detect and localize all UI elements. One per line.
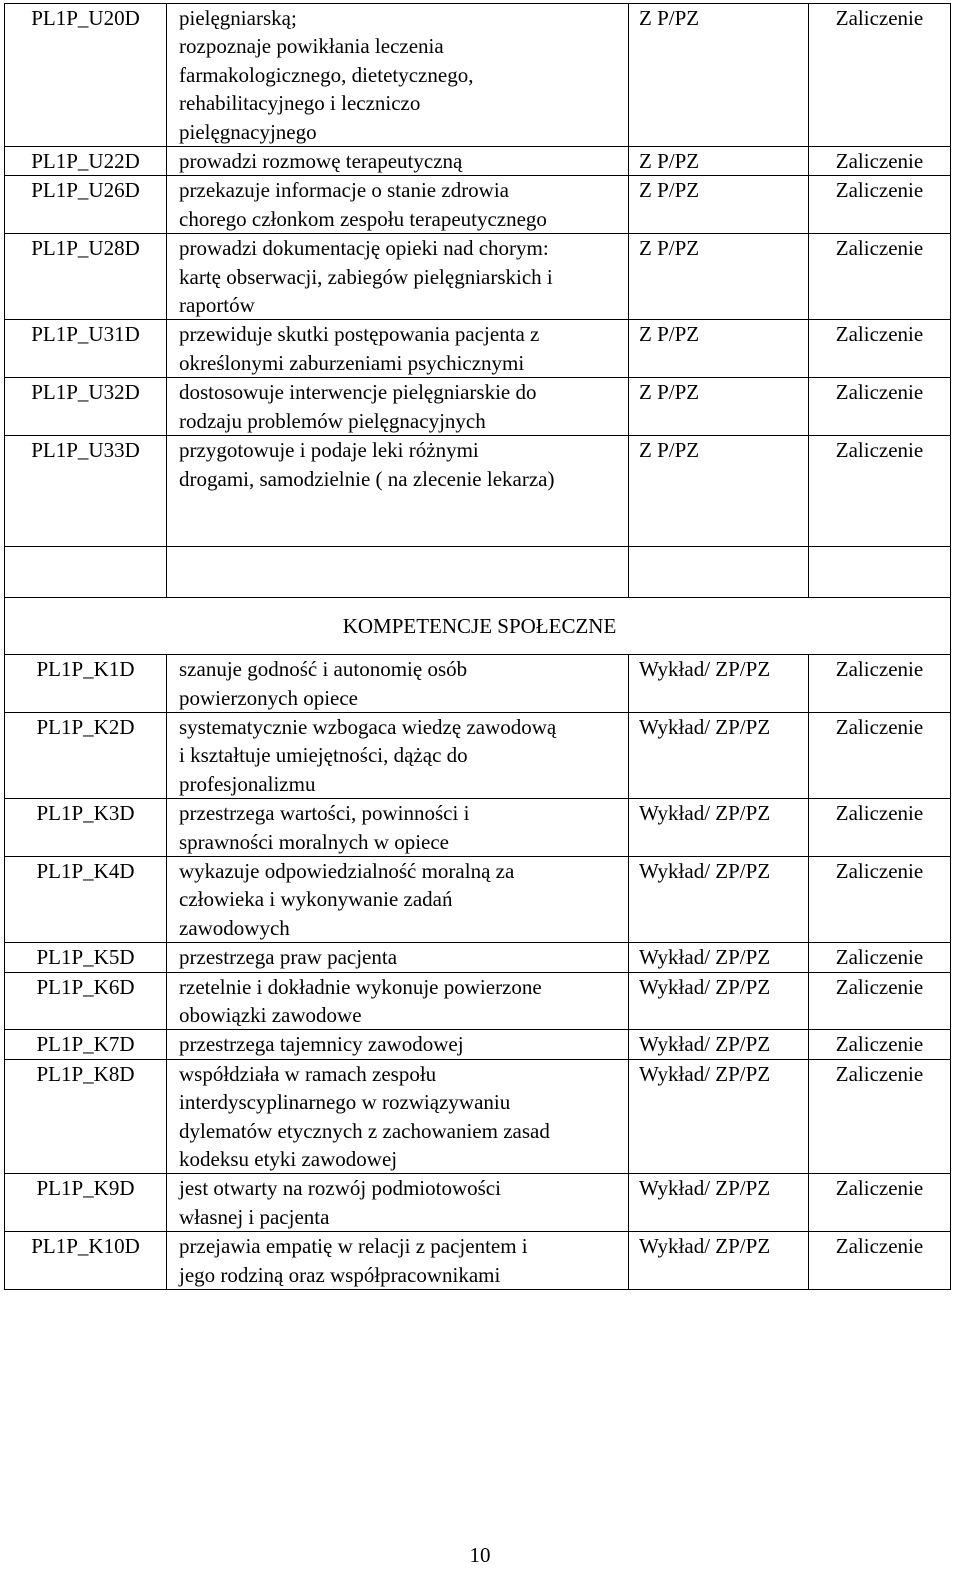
outcome-code: PL1P_K3D — [5, 799, 167, 857]
section-title: KOMPETENCJE SPOŁECZNE — [5, 598, 951, 655]
table-row — [5, 176, 951, 234]
teaching-form: Wykład/ ZP/PZ — [629, 655, 809, 713]
description-line: przestrzega tajemnicy zawodowej — [179, 1032, 464, 1057]
teaching-form: Z P/PZ — [629, 320, 809, 378]
outcome-description — [167, 1059, 629, 1174]
verification-method: Zaliczenie — [809, 436, 951, 547]
verification-method: Zaliczenie — [809, 378, 951, 436]
outcome-code: PL1P_K7D — [5, 1030, 167, 1059]
outcome-description — [167, 436, 629, 547]
description-line: przewiduje skutki postępowania pacjenta z — [179, 322, 540, 347]
empty-cell — [5, 547, 167, 598]
verification-method: Zaliczenie — [809, 972, 951, 1030]
description-line: prowadzi dokumentację opieki nad chorym: — [179, 236, 549, 261]
teaching-form: Wykład/ ZP/PZ — [629, 972, 809, 1030]
description-line: jego rodziną oraz współpracownikami — [179, 1262, 501, 1287]
description-line: przestrzega praw pacjenta — [179, 945, 398, 970]
description-line: dostosowuje interwencje pielęgniarskie do — [179, 380, 537, 405]
verification-method: Zaliczenie — [809, 1030, 951, 1059]
teaching-form: Wykład/ ZP/PZ — [629, 799, 809, 857]
description-line: obowiązki zawodowe — [179, 1002, 362, 1027]
empty-cell — [167, 547, 629, 598]
teaching-form: Z P/PZ — [629, 234, 809, 320]
description-line: rozpoznaje powikłania leczenia — [179, 34, 444, 59]
outcome-description — [167, 147, 629, 176]
table-row — [5, 234, 951, 320]
description-line: przejawia empatię w relacji z pacjentem i — [179, 1234, 528, 1259]
outcome-description — [167, 856, 629, 942]
table-row — [5, 378, 951, 436]
outcome-code: PL1P_K8D — [5, 1059, 167, 1174]
table-row — [5, 972, 951, 1030]
description-line: dylematów etycznych z zachowaniem zasad — [179, 1118, 550, 1143]
outcome-code: PL1P_U20D — [5, 4, 167, 147]
description-line: prowadzi rozmowę terapeutyczną — [179, 149, 463, 174]
description-line: przygotowuje i podaje leki różnymi — [179, 438, 479, 463]
table-row — [5, 655, 951, 713]
description-line: określonymi zaburzeniami psychicznymi — [179, 350, 525, 375]
outcome-code: PL1P_U22D — [5, 147, 167, 176]
teaching-form: Wykład/ ZP/PZ — [629, 712, 809, 798]
teaching-form: Z P/PZ — [629, 436, 809, 547]
table-row — [5, 856, 951, 942]
description-line: rodzaju problemów pielęgnacyjnych — [179, 408, 486, 433]
description-line: farmakologicznego, dietetycznego, — [179, 62, 474, 87]
section-separator — [5, 547, 951, 655]
outcome-description — [167, 655, 629, 713]
description-line: człowieka i wykonywanie zadań — [179, 887, 453, 912]
verification-method: Zaliczenie — [809, 1232, 951, 1290]
table-row — [5, 147, 951, 176]
outcome-description — [167, 320, 629, 378]
outcome-code: PL1P_K2D — [5, 712, 167, 798]
section-header-row — [5, 598, 951, 655]
description-line: współdziała w ramach zespołu — [179, 1061, 437, 1086]
outcome-code: PL1P_U31D — [5, 320, 167, 378]
verification-method: Zaliczenie — [809, 4, 951, 147]
teaching-form: Z P/PZ — [629, 176, 809, 234]
description-line: pielęgnacyjnego — [179, 119, 317, 144]
verification-method: Zaliczenie — [809, 799, 951, 857]
outcome-description — [167, 4, 629, 147]
table-row — [5, 799, 951, 857]
description-line: chorego członkom zespołu terapeutycznego — [179, 206, 547, 231]
teaching-form: Wykład/ ZP/PZ — [629, 856, 809, 942]
outcome-code: PL1P_K5D — [5, 943, 167, 972]
teaching-form: Wykład/ ZP/PZ — [629, 1232, 809, 1290]
teaching-form: Wykład/ ZP/PZ — [629, 1030, 809, 1059]
description-line: i kształtuje umiejętności, dążąc do — [179, 743, 468, 768]
outcome-code: PL1P_K6D — [5, 972, 167, 1030]
verification-method: Zaliczenie — [809, 1174, 951, 1232]
verification-method: Zaliczenie — [809, 234, 951, 320]
description-line: własnej i pacjenta — [179, 1204, 330, 1229]
verification-method: Zaliczenie — [809, 320, 951, 378]
table-row — [5, 1232, 951, 1290]
outcome-description — [167, 234, 629, 320]
outcome-description — [167, 799, 629, 857]
teaching-form: Wykład/ ZP/PZ — [629, 1059, 809, 1174]
outcome-description — [167, 1232, 629, 1290]
table-row — [5, 436, 951, 547]
description-line: szanuje godność i autonomię osób — [179, 657, 468, 682]
page-number: 10 — [469, 1543, 491, 1567]
empty-cell — [809, 547, 951, 598]
empty-row — [5, 547, 951, 598]
table-row — [5, 1059, 951, 1174]
description-line: drogami, samodzielnie ( na zlecenie lekarza) — [179, 466, 555, 491]
outcome-code: PL1P_K10D — [5, 1232, 167, 1290]
outcome-code: PL1P_U33D — [5, 436, 167, 547]
description-line: profesjonalizmu — [179, 771, 316, 796]
description-line: zawodowych — [179, 915, 290, 940]
teaching-form: Z P/PZ — [629, 378, 809, 436]
description-line: pielęgniarską; — [179, 6, 297, 30]
learning-outcomes-table — [4, 3, 951, 1290]
teaching-form: Z P/PZ — [629, 147, 809, 176]
outcome-description — [167, 176, 629, 234]
description-line: jest otwarty na rozwój podmiotowości — [179, 1176, 501, 1201]
description-line: rzetelnie i dokładnie wykonuje powierzone — [179, 974, 542, 999]
outcome-code: PL1P_K1D — [5, 655, 167, 713]
table-row — [5, 1174, 951, 1232]
outcome-description — [167, 378, 629, 436]
description-line: sprawności moralnych w opiece — [179, 829, 449, 854]
table-row — [5, 320, 951, 378]
teaching-form: Z P/PZ — [629, 4, 809, 147]
verification-method: Zaliczenie — [809, 856, 951, 942]
description-line: powierzonych opiece — [179, 685, 359, 710]
verification-method: Zaliczenie — [809, 655, 951, 713]
description-line: kartę obserwacji, zabiegów pielęgniarskich i — [179, 264, 553, 289]
teaching-form: Wykład/ ZP/PZ — [629, 943, 809, 972]
table-row — [5, 1030, 951, 1059]
outcome-code: PL1P_U26D — [5, 176, 167, 234]
empty-cell — [629, 547, 809, 598]
teaching-form: Wykład/ ZP/PZ — [629, 1174, 809, 1232]
description-line: przestrzega wartości, powinności i — [179, 801, 470, 826]
skills-section — [5, 4, 951, 547]
outcome-code: PL1P_K9D — [5, 1174, 167, 1232]
outcome-code: PL1P_U28D — [5, 234, 167, 320]
description-line: rehabilitacyjnego i leczniczo — [179, 91, 421, 116]
outcome-description — [167, 1030, 629, 1059]
description-line: kodeksu etyki zawodowej — [179, 1147, 398, 1171]
competence-section — [5, 655, 951, 1290]
verification-method: Zaliczenie — [809, 176, 951, 234]
table-row — [5, 4, 951, 147]
description-line: raportów — [179, 293, 255, 318]
outcome-code: PL1P_U32D — [5, 378, 167, 436]
description-line: przekazuje informacje o stanie zdrowia — [179, 178, 510, 203]
description-line: interdyscyplinarnego w rozwiązywaniu — [179, 1090, 511, 1115]
outcome-description — [167, 1174, 629, 1232]
verification-method: Zaliczenie — [809, 943, 951, 972]
verification-method: Zaliczenie — [809, 147, 951, 176]
outcome-description — [167, 712, 629, 798]
description-line: systematycznie wzbogaca wiedzę zawodową — [179, 714, 557, 739]
verification-method: Zaliczenie — [809, 1059, 951, 1174]
verification-method: Zaliczenie — [809, 712, 951, 798]
table-row — [5, 943, 951, 972]
outcome-code: PL1P_K4D — [5, 856, 167, 942]
table-row — [5, 712, 951, 798]
outcome-description — [167, 943, 629, 972]
outcome-description — [167, 972, 629, 1030]
description-line: wykazuje odpowiedzialność moralną za — [179, 858, 515, 883]
